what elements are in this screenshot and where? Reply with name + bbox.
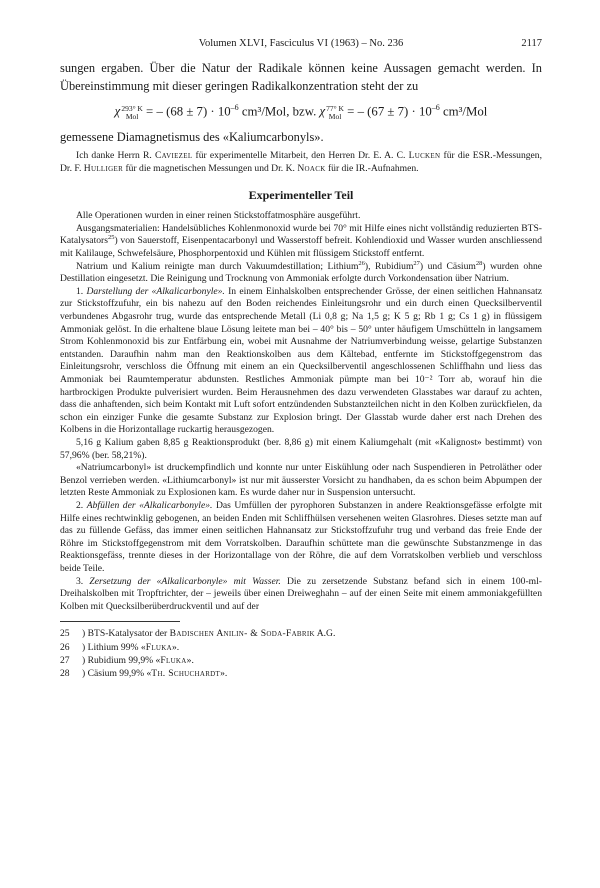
acknowledgements: Ich danke Herrn R. Caviezel für experimentelle Mitarbeit, den Herren Dr. E. A. C. Lucken für die ESR.-Messungen, Dr. F. Hulliger für die magnetischen Messungen und Dr. K. Noack für die IR.-Aufnahmen. (60, 150, 543, 174)
decomposition-paragraph: 3. Zersetzung der «Alkalicarbonyle» mit Wasser. Die zu zersetzende Substanz befand sich in einem 100-ml-Dreihalskolben mit Tropftrichter, der – jeweils über einen Dreiweghahn – auf der einen Seite mit einem ammoniakgefüllten Kolben mit Quecksilberüberdruckventil und auf der (60, 575, 542, 612)
page (60, 38, 542, 680)
page-number: 2117 (521, 38, 542, 49)
transfer-paragraph: 2. Abfüllen der «Alkalicarbonyle». Das Umfüllen der pyrophoren Substanzen in andere Reaktionsgefässe erfolgte mit Hilfe eines rechtwinklig gebogenen, an beiden Enden mit Schliffhülsen versehenen weiten Glasrohres. Dieses setzte man auf das zu füllende Gefäss, das immer einen seitlichen Hahnansatz zur Stickstoffzufuhr trug und verband das freie Ende der Röhre im Stickstoffgegenstrom mit dem Vorratskolben. Daraufhin schüttete man die gewünschte Substanzmenge in das Reaktionsgefäss, trennte dieses in der Horizontallage von der Röhre, die auf dem Vorratskolben verblieb und verschloss beide Teile. (60, 499, 542, 574)
running-header (60, 38, 542, 60)
footnotes (60, 627, 542, 680)
potassium-yield-paragraph: 5,16 g Kalium gaben 8,85 g Reaktionsprodukt (ber. 8,86 g) mit einem Kaliumgehalt (mit «Kalignost» bestimmt) von 57,96% (ber. 58,21%). (60, 436, 542, 461)
footnote-27: 27 ) Rubidium 99,9% «Fluka». (60, 654, 194, 666)
footnote-rule (60, 621, 180, 622)
volume-number: XLVI (239, 38, 265, 49)
sodium-lithium-paragraph: «Natriumcarbonyl» ist druckempfindlich und konnte nur unter Eiskühlung oder nach Suspendieren in Petroläther oder Benzol verrieben werden. «Lithiumcarbonyl» ist nur mit äusserster Vorsicht zu handhaben, da es schon beim Abpumpen der letzten Reste Ammoniak zu Explosionen kam. Es wurde daher nur in Suspension untersucht. (60, 462, 542, 499)
materials-paragraph: Ausgangsmaterialien: Handelsübliches Kohlenmonoxid wurde bei 70° mit Hilfe eines nicht vollständig reduzierten BTS-Katalysators$^{25}$) von Sauerstoff, Eisenpentacarbonyl und Wasserstoff befreit. Kohlendioxid und Wasser wurden anschliessend mit Kalilauge, Schwefelsäure, Phosphorpentoxid und Kühlen mit flüssigem Stickstoff entfernt. (60, 222, 542, 260)
footnote-28: 28 ) Cäsium 99,9% «Th. Schuchardt». (60, 667, 228, 679)
section-heading: Experimenteller Teil (248, 188, 354, 203)
fascicle-number: VI (316, 38, 329, 49)
susceptibility-formula: χ 293° K Mol = – $(68 \pm 7) \cdot 10^{-6}$ cm³/Mol, bzw. χ 77° K Mol = – $(67 \pm 7) \cdot 10^{-6}$ cm³/Mol (114, 103, 488, 121)
metals-paragraph: Natrium und Kalium reinigte man durch Vakuumdestillation; Lithium$^{26}$), Rubidium$^{27}$) und Cäsium$^{28}$) wurden ohne Destillation eingesetzt. Die Reinigung und Trocknung von Ammoniak erfolgte durch Vorkondensation über Natrium. (60, 259, 543, 285)
intro-paragraph: sungen ergaben. Über die Natur der Radikale können keine Aussagen gemacht werden. In Übereinstimmung mit dieser geringen Radikalkonzentration steht der zu (60, 61, 542, 93)
diamagnetism-sentence: gemessene Diamagnetismus des «Kaliumcarbonyls». (60, 129, 324, 144)
journal-reference: Volumen XLVI, Fasciculus VI (1963) – No. 236 (198, 38, 404, 49)
footnote-26: 26 ) Lithium 99% «Fluka». (60, 641, 180, 653)
atmosphere-paragraph: Alle Operationen wurden in einer reinen Stickstoffatmosphäre ausgeführt. (76, 210, 361, 222)
preparation-paragraph: 1. Darstellung der «Alkalicarbonyle». In einem Einhalskolben entsprechender Grösse, der einen seitlichen Hahnansatz zur Stickstoffzufuhr, ein bis nahezu auf den Boden reichendes Einleitungsrohr und ein durch einen Quecksilberventil verbundenes Abgasrohr trug, wurde das entsprechende Metall (Li 0,8 g; Na 1,5 g; K 5 g; Rb 1 g; Cs 1 g) in flüssigem Ammoniak gelöst. In die erhaltene blaue Lösung leitete man bei – 40° bis – 50° unter häufigem Umschütteln in langsamem Strom Kohlenmonoxid bis zur Entfärbung ein, wobei mit Ausnahme der Natriumverbindung weisse, gelartige Substanzen entstanden. Daraufhin nahm man den Reaktionskolben aus dem Kältebad, entfernte im Stickstoffgegenstrom das Einleitungsrohr, verschloss die Öffnung mit einem an ein Quecksilberventil angeschlossenen Schliffhahn und liess das Ammoniak bei Raumtemperatur abdunsten. Restliches Ammoniak pümpte man bei 10⁻² Torr ab, worauf hin die hartbrockigen Produkte pulverisiert wurden. Beim Herausnehmen des dazu verwendeten Glasstabes war darauf zu achten, dass die anhaftenden, sich beim Kontakt mit Luft sofort entzündenden Substanzteilchen nicht in den Kolben zurückfielen, da schon ein einziger Funke die gesamte Substanz zur Explosion bringt. Der Glasstab wurde daher erst nach Drehen des Kolbens in die Horizontallage ruckartig herausgezogen. (60, 285, 543, 436)
footnote-25: 25 ) BTS-Katalysator der Badischen Anilin- & Soda-Fabrik A.G. (60, 628, 336, 640)
